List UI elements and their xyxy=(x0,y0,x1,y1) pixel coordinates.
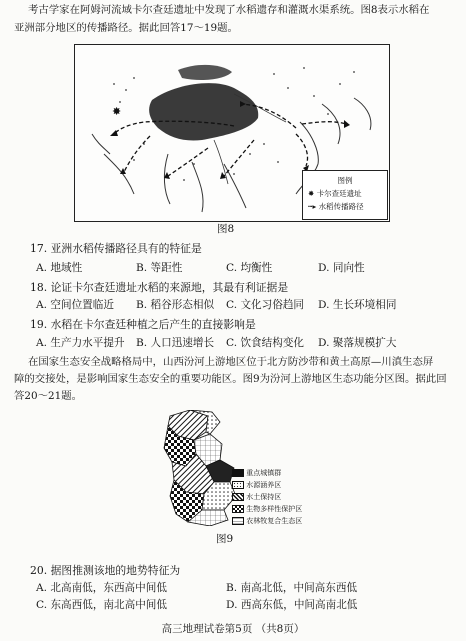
figure9-legend-item: 农林牧复合生态区 xyxy=(246,517,303,525)
intro1-line1: 考古学家在阿姆河流域卡尔查廷遗址中发现了水稻遗存和灌溉水渠系统。图8表示水稻在 xyxy=(28,4,430,16)
q20-stem: 20. 据图推测该地的地势特征为 xyxy=(30,564,181,577)
figure9-legend-item: 重点城镇群 xyxy=(246,469,282,477)
figure8-legend-route: 水稻传播路径 xyxy=(318,202,364,211)
intro2-line3: 答20～21题。 xyxy=(14,390,83,402)
intro2-line1: 在国家生态安全战略格局中，山西汾河上游地区位于北方防沙带和黄土高原—川滇生态屏 xyxy=(28,356,434,368)
q20-option-b: B. 南高北低，中间高东西低 xyxy=(226,582,358,594)
q20-option-c: C. 东高西低，南北高中间低 xyxy=(36,599,167,611)
intro2-line2: 障的交接处，是影响国家生态安全的重要功能区。图9为汾河上游地区生态功能分区图。据此回 xyxy=(14,373,447,385)
legend-swatch-solid-icon xyxy=(232,469,244,477)
legend-swatch-grid-icon xyxy=(232,517,244,525)
q18-option-c: C. 文化习俗趋同 xyxy=(226,299,305,311)
legend-swatch-check-icon xyxy=(232,505,244,513)
q17-option-b: B. 等距性 xyxy=(136,262,183,274)
q19-option-c: C. 饮食结构变化 xyxy=(226,337,305,349)
q18-stem: 18. 论证卡尔查廷遗址水稻的来源地，其最有利证据是 xyxy=(30,281,289,294)
page-footer: 高三地理试卷第5页 （共8页） xyxy=(161,623,305,635)
q19-option-b: B. 人口迅速增长 xyxy=(136,337,215,349)
q19-option-d: D. 聚落规模扩大 xyxy=(318,337,397,349)
q18-option-b: B. 稻谷形态相似 xyxy=(136,299,215,311)
q20-option-d: D. 西高东低，中间高南北低 xyxy=(226,599,358,611)
q19-stem: 19. 水稻在卡尔查廷种植之后产生的直接影响是 xyxy=(30,318,256,331)
legend-swatch-hatch-icon xyxy=(232,493,244,501)
q17-option-c: C. 均衡性 xyxy=(226,262,273,274)
figure8-caption: 图8 xyxy=(217,223,235,235)
dashed-arrow-icon: ┅▸ xyxy=(308,202,317,211)
q20-option-a: A. 北高南低，东西高中间低 xyxy=(36,582,167,594)
site-star-icon: ✸ xyxy=(112,105,122,118)
q18-option-a: A. 空间位置临近 xyxy=(36,299,114,311)
figure9-legend-item: 生物多样性保护区 xyxy=(246,505,303,513)
q17-option-d: D. 同向性 xyxy=(318,262,365,274)
figure9-caption: 图9 xyxy=(216,533,234,545)
q18-option-d: D. 生长环境相同 xyxy=(318,299,397,311)
figure8-legend-site: 卡尔查廷遗址 xyxy=(316,189,362,198)
site-star-icon: ✸ xyxy=(308,189,315,198)
q17-option-a: A. 地域性 xyxy=(36,262,83,274)
q19-option-a: A. 生产力水平提升 xyxy=(36,337,125,349)
figure9-legend-item: 水土保持区 xyxy=(246,493,282,501)
figure8-legend-title: 图例 xyxy=(337,176,353,185)
q17-stem: 17. 亚洲水稻传播路径具有的特征是 xyxy=(30,242,202,255)
intro1-line2: 亚洲部分地区的传播路径。据此回答17～19题。 xyxy=(14,22,238,34)
legend-swatch-dots-icon xyxy=(232,481,244,489)
figure9-legend-item: 水源涵养区 xyxy=(246,481,282,489)
figure8-legend xyxy=(302,170,388,220)
